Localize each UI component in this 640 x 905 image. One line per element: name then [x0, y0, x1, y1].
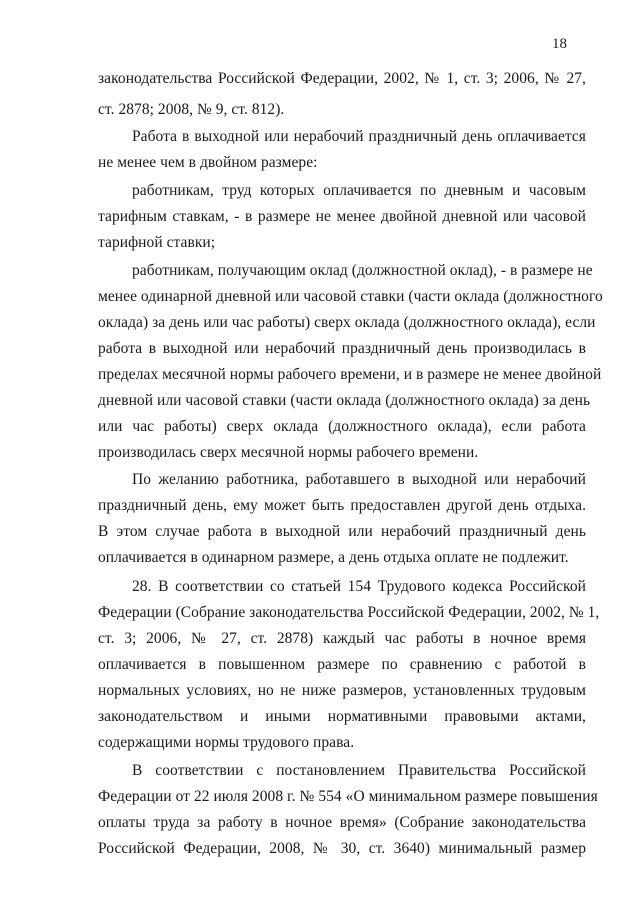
text-line: работа в выходной или нерабочий праздничный день производилась в [98, 340, 586, 357]
text-line: Федерации от 22 июля 2008 г. № 554 «О минимальном размере повышения [98, 788, 598, 805]
text-line: пределах месячной нормы рабочего времени, и в размере не менее двойной [98, 366, 602, 383]
text-line: 28. В соответствии со статьей 154 Трудового кодекса Российской [132, 578, 586, 595]
text-line: работникам, получающим оклад (должностной оклад), - в размере не [132, 262, 593, 279]
text-line: оплачивается в одинарном размере, а день отдыха оплате не подлежит. [98, 549, 569, 566]
text-line: менее одинарной дневной или часовой ставки (части оклада (должностного [98, 288, 603, 305]
text-line: В соответствии с постановлением Правительства Российской [132, 762, 586, 779]
text-line: законодательства Российской Федерации, 2002, № 1, ст. 3; 2006, № 27, [98, 70, 586, 87]
text-line: оклада) за день или час работы) сверх оклада (должностного оклада), если [98, 314, 596, 331]
text-line: тарифным ставкам, - в размере не менее двойной дневной или часовой [98, 208, 586, 225]
text-line: оплаты труда за работу в ночное время» (Собрание законодательства [98, 814, 586, 831]
text-line: Федерации (Собрание законодательства Российской Федерации, 2002, № 1, [98, 604, 600, 621]
text-line: не менее чем в двойном размере: [98, 154, 318, 171]
text-line: законодательством и иными нормативными правовыми актами, [98, 708, 586, 725]
page-number: 18 [552, 36, 567, 52]
text-line: Российской Федерации, 2008, № 30, ст. 3640) минимальный размер [98, 840, 586, 857]
text-line: Работа в выходной или нерабочий праздничный день оплачивается [132, 128, 586, 145]
text-line: В этом случае работа в выходной или нерабочий праздничный день [98, 523, 586, 540]
text-line: содержащими нормы трудового права. [98, 734, 355, 751]
text-line: тарифной ставки; [98, 234, 216, 251]
text-line: ст. 3; 2006, № 27, ст. 2878) каждый час работы в ночное время [98, 630, 586, 647]
text-line: По желанию работника, работавшего в выходной или нерабочий [132, 471, 586, 488]
text-line: производилась сверх месячной нормы рабочего времени. [98, 444, 479, 461]
text-line: оплачивается в повышенном размере по сравнению с работой в [98, 656, 586, 673]
text-line: нормальных условиях, но не ниже размеров, установленных трудовым [98, 682, 586, 699]
text-line: работникам, труд которых оплачивается по дневным и часовым [132, 182, 586, 199]
text-line: ст. 2878; 2008, № 9, ст. 812). [98, 101, 285, 118]
text-line: дневной или часовой ставки (части оклада (должностного оклада) за день [98, 392, 591, 409]
text-line: праздничный день, ему может быть предоставлен другой день отдыха. [98, 497, 586, 514]
text-line: или час работы) сверх оклада (должностного оклада), если работа [98, 418, 586, 435]
